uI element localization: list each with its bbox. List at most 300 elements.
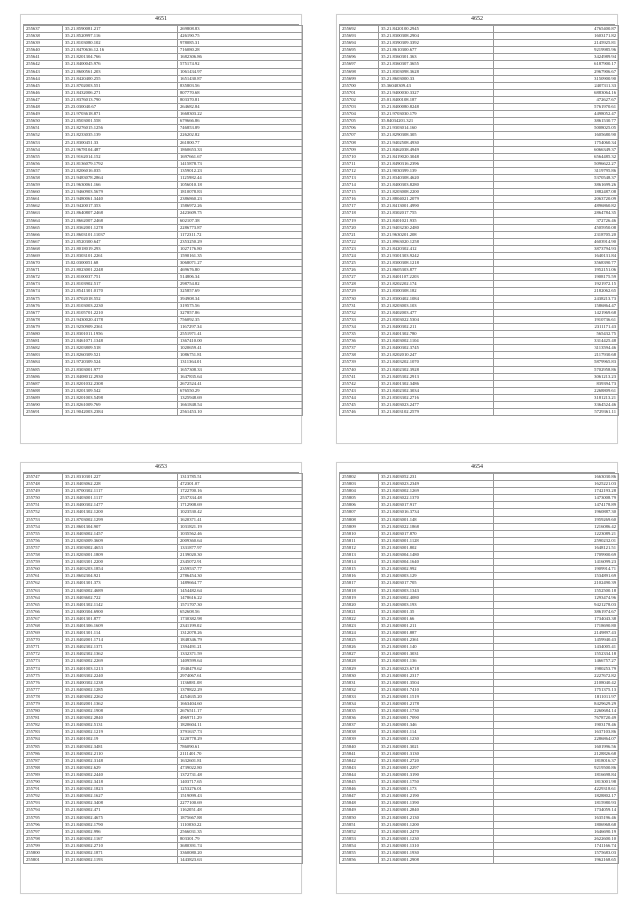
code-cell: 35.21.8201304.766	[63, 54, 178, 61]
row-id-cell: 255752	[24, 509, 63, 516]
value-cell: 1646690.19	[494, 828, 619, 835]
row-id-cell: 255838	[340, 729, 379, 736]
value-cell: 1908175.59	[494, 274, 619, 281]
code-cell: 35.21.8403002.1627	[63, 793, 178, 800]
page-title: 4653	[23, 463, 299, 473]
code-cell: 35.21.8301011.1956	[63, 331, 178, 338]
table-row	[24, 75, 303, 82]
row-id-cell: 255762	[24, 580, 63, 587]
code-cell: 35.21.8302017.755	[379, 210, 494, 217]
value-cell: 602107.38	[178, 217, 303, 224]
table-row	[340, 481, 619, 488]
row-id-cell: 255731	[340, 302, 379, 309]
code-cell: 35.21.8403002.4689	[63, 587, 178, 594]
row-id-cell: 255776	[24, 679, 63, 686]
value-cell: 1454482.64	[178, 587, 303, 594]
row-id-cell: 255656	[24, 160, 63, 167]
table-row	[24, 530, 303, 537]
table-row	[340, 40, 619, 47]
value-cell: 2145925.81	[494, 40, 619, 47]
code-cell: 35.21.9400030.3327	[379, 89, 494, 96]
table-row	[24, 26, 303, 33]
row-id-cell: 255824	[340, 630, 379, 637]
value-cell: 6066349.37	[494, 146, 619, 153]
code-cell: 35.21.8403001.2908	[379, 857, 494, 864]
table-row	[340, 338, 619, 345]
code-cell: 35.21.9678104.487	[63, 146, 178, 153]
code-cell: 35.21.9042003.2384	[63, 409, 178, 416]
row-id-cell: 255840	[340, 743, 379, 750]
value-cell: 1734043.38	[494, 615, 619, 622]
code-cell: 35.21.8403001.2470	[379, 828, 494, 835]
value-cell: 2353250.29	[178, 238, 303, 245]
value-cell: 426190.75	[178, 33, 303, 40]
row-id-cell: 255795	[24, 814, 63, 821]
value-cell: 3568390.77	[494, 260, 619, 267]
value-cell: 1810078.83	[178, 189, 303, 196]
code-cell: 35.21.8403002.1285	[63, 686, 178, 693]
table-row	[340, 132, 619, 139]
code-cell: 35.21.8403002.2110	[63, 750, 178, 757]
code-cell: 35.84034201.321	[379, 118, 494, 125]
code-cell: 35.21.8403002.4675	[63, 814, 178, 821]
value-cell: 1552334.18	[494, 651, 619, 658]
value-cell: 1519099.43	[178, 793, 303, 800]
code-cell: 35.21.8360307.3655	[379, 61, 494, 68]
code-cell: 35.21.8403302.2240	[63, 672, 178, 679]
code-cell: 35.21.8400303.8280	[379, 182, 494, 189]
table-row	[24, 54, 303, 61]
code-cell: 35.21.8400302.211	[379, 323, 494, 330]
row-id-cell: 255743	[340, 387, 379, 394]
table-row	[340, 125, 619, 132]
value-cell: 3061213.23	[494, 373, 619, 380]
row-id-cell: 255685	[24, 366, 63, 373]
row-id-cell: 255666	[24, 231, 63, 238]
table-row	[340, 167, 619, 174]
table-row	[24, 842, 303, 849]
value-cell: 1741166.74	[494, 842, 619, 849]
row-id-cell: 255852	[340, 828, 379, 835]
row-id-cell: 255711	[340, 160, 379, 167]
row-id-cell: 255706	[340, 125, 379, 132]
value-cell: 1416099.23	[494, 559, 619, 566]
code-cell: 35.21.8303098.3628	[379, 68, 494, 75]
table-row	[340, 502, 619, 509]
value-cell: 1590161.35	[178, 253, 303, 260]
row-id-cell: 255670	[24, 260, 63, 267]
table-row	[24, 167, 303, 174]
value-cell: 2268809.61	[494, 387, 619, 394]
value-cell: 298754.82	[178, 281, 303, 288]
table-row	[340, 394, 619, 401]
code-cell: 35.21.8403002.629	[63, 764, 178, 771]
value-cell: 2551971.41	[178, 331, 303, 338]
code-cell: 35.36040309.43	[379, 82, 494, 89]
table-row	[340, 594, 619, 601]
row-id-cell: 255811	[340, 537, 379, 544]
table-row	[24, 672, 303, 679]
row-id-cell: 255721	[340, 231, 379, 238]
value-cell: 1828802.17	[494, 793, 619, 800]
row-id-cell: 255744	[340, 394, 379, 401]
table-row	[340, 196, 619, 203]
row-id-cell: 255693	[340, 33, 379, 40]
row-id-cell: 255798	[24, 835, 63, 842]
value-cell: 2423609.75	[178, 210, 303, 217]
table-row	[340, 693, 619, 700]
code-cell: 35.21.8403002.1871	[63, 849, 178, 856]
value-cell: 1216086.42	[494, 523, 619, 530]
code-cell: 35.21.8401306.1609	[63, 622, 178, 629]
table-row	[340, 316, 619, 323]
row-id-cell: 255694	[340, 40, 379, 47]
table-row	[340, 672, 619, 679]
code-cell: 35.21.8403023.6718	[379, 665, 494, 672]
table-row	[340, 615, 619, 622]
code-cell: 35.21.8403017.705	[379, 580, 494, 587]
code-cell: 35.21.8403001.136	[379, 658, 494, 665]
code-cell: 35.21.8362001.1278	[63, 224, 178, 231]
row-id-cell: 255835	[340, 708, 379, 715]
table-row	[340, 111, 619, 118]
table-row	[24, 708, 303, 715]
row-id-cell: 255817	[340, 580, 379, 587]
code-cell: 35.21.8300308.2904	[379, 33, 494, 40]
code-cell: 35.21.8420302.412	[379, 245, 494, 252]
value-cell: 1466757.27	[494, 658, 619, 665]
row-id-cell: 255664	[24, 217, 63, 224]
row-id-cell: 255704	[340, 111, 379, 118]
value-cell: 264682.84	[178, 104, 303, 111]
table-row	[24, 288, 303, 295]
code-cell: 35.21.9030399.139	[379, 167, 494, 174]
code-cell: 35.21.8201032.2308	[63, 380, 178, 387]
code-cell: 35.21.8400302.1238	[63, 679, 178, 686]
row-id-cell: 255801	[24, 857, 63, 864]
code-cell: 35.21.8376013.790	[63, 96, 178, 103]
table-row	[340, 786, 619, 793]
row-id-cell: 255787	[24, 757, 63, 764]
row-id-cell: 255771	[24, 644, 63, 651]
value-cell: 226202.82	[178, 132, 303, 139]
code-cell: 35.21.8403001.7090	[379, 715, 494, 722]
code-cell: 35.21.8023001.2248	[63, 267, 178, 274]
row-id-cell: 255788	[24, 764, 63, 771]
table-row	[340, 54, 619, 61]
table-row	[24, 587, 303, 594]
value-cell: 1035562.46	[178, 530, 303, 537]
code-cell: 35.21.8419020.3048	[379, 153, 494, 160]
code-cell: 35.21.8420400.255	[63, 75, 178, 82]
value-cell: 1459940.43	[494, 637, 619, 644]
value-cell: 514806.34	[178, 274, 303, 281]
row-id-cell: 255696	[340, 54, 379, 61]
value-cell: 1980253.79	[494, 665, 619, 672]
code-cell: 35.21.9720309.524	[63, 359, 178, 366]
value-cell: 1734059.14	[494, 807, 619, 814]
code-cell: 35.21.8403001.887	[379, 630, 494, 637]
value-cell: 1110030.22	[178, 821, 303, 828]
row-id-cell: 255692	[340, 26, 379, 33]
table-row	[24, 196, 303, 203]
code-cell: 35.21.8503001.558	[63, 118, 178, 125]
row-id-cell: 255759	[24, 559, 63, 566]
row-id-cell: 255658	[24, 174, 63, 181]
value-cell: 319575.56	[178, 302, 303, 309]
row-id-cell: 255814	[340, 559, 379, 566]
table-row	[24, 594, 303, 601]
row-id-cell: 255820	[340, 601, 379, 608]
code-cell: 35.21.8403001.1730	[379, 708, 494, 715]
row-id-cell: 255741	[340, 373, 379, 380]
code-cell: 35.21.8403001.2190	[379, 793, 494, 800]
value-cell: 4896860.82	[494, 203, 619, 210]
code-cell: 35.21.8403002.1457	[63, 530, 178, 537]
value-cell: 1712908.69	[178, 502, 303, 509]
code-cell: 35.21.8203009.3609	[63, 537, 178, 544]
value-cell: 1136881.08	[178, 679, 303, 686]
row-id-cell: 255687	[24, 380, 63, 387]
code-cell: 35.21.8403062.228	[63, 481, 178, 488]
code-cell: 35.21.8103080.102	[63, 40, 178, 47]
code-cell: 35.21.8403001.346	[379, 722, 494, 729]
table-row	[340, 260, 619, 267]
code-cell: 35.21.8401107.2203	[379, 274, 494, 281]
table-row	[340, 587, 619, 594]
row-id-cell: 255808	[340, 516, 379, 523]
row-id-cell: 255734	[340, 323, 379, 330]
table-row	[24, 615, 303, 622]
row-id-cell: 255767	[24, 615, 63, 622]
value-cell: 1575683.03	[494, 849, 619, 856]
row-id-cell: 255700	[340, 82, 379, 89]
row-id-cell: 255665	[24, 224, 63, 231]
code-cell: 35.21.8403001.2178	[379, 701, 494, 708]
table-row	[340, 26, 619, 33]
row-id-cell: 255690	[24, 401, 63, 408]
value-cell: 2974067.61	[178, 672, 303, 679]
code-cell: 35.21.8403102.2579	[379, 409, 494, 416]
data-table	[339, 473, 619, 864]
row-id-cell: 255829	[340, 665, 379, 672]
table-row	[24, 274, 303, 281]
row-id-cell: 255774	[24, 665, 63, 672]
code-cell: 35.21.9403230.2480	[379, 224, 494, 231]
code-cell: 35.21.8403001.2361	[379, 637, 494, 644]
value-cell: 1815980.93	[494, 800, 619, 807]
code-cell: 35.21.9703030.179	[379, 111, 494, 118]
row-id-cell: 255748	[24, 481, 63, 488]
row-id-cell: 255815	[340, 566, 379, 573]
table-row	[340, 495, 619, 502]
value-cell: 1816698.84	[494, 771, 619, 778]
table-row	[24, 537, 303, 544]
table-row	[340, 160, 619, 167]
value-cell: 4603914.90	[494, 238, 619, 245]
value-cell: 1223089.21	[494, 530, 619, 537]
table-row	[24, 118, 303, 125]
table-row	[340, 104, 619, 111]
value-cell: 1962168.65	[494, 857, 619, 864]
value-cell: 1394491.21	[178, 644, 303, 651]
value-cell: 2128826.68	[494, 750, 619, 757]
row-id-cell: 255678	[24, 316, 63, 323]
code-cell: 35.21.9483078.2864	[63, 174, 178, 181]
row-id-cell: 255649	[24, 111, 63, 118]
code-cell: 35.21.8400302.1477	[63, 502, 178, 509]
table-row	[340, 345, 619, 352]
row-id-cell: 255643	[24, 68, 63, 75]
table-row	[340, 566, 619, 573]
value-cell: 469676.80	[178, 267, 303, 274]
value-cell: 1434005.41	[494, 644, 619, 651]
table-row	[340, 523, 619, 530]
value-cell: 1682306.86	[178, 54, 303, 61]
code-cell: 35.21.8100037.751	[63, 274, 178, 281]
table-row	[340, 580, 619, 587]
row-id-cell: 255703	[340, 104, 379, 111]
value-cell: 1661848.54	[178, 401, 303, 408]
table-row	[24, 352, 303, 359]
row-id-cell: 255719	[340, 217, 379, 224]
value-cell: 1253276.01	[178, 786, 303, 793]
table-row	[340, 644, 619, 651]
value-cell: 2318705.20	[494, 231, 619, 238]
value-cell: 1312078.26	[178, 630, 303, 637]
value-cell: 2359537.77	[178, 566, 303, 573]
row-id-cell: 255831	[340, 679, 379, 686]
code-cell: 35.21.8601304.907	[63, 523, 178, 530]
table-row	[340, 573, 619, 580]
row-id-cell: 255772	[24, 651, 63, 658]
table-row	[24, 146, 303, 153]
code-cell: 35.21.8413001.4990	[379, 203, 494, 210]
row-id-cell: 255813	[340, 552, 379, 559]
value-cell: 1443823.63	[178, 857, 303, 864]
code-cell: 35.21.8590081.217	[63, 26, 178, 33]
code-cell: 35.21.8403002.3148	[63, 757, 178, 764]
table-row	[340, 33, 619, 40]
table-row	[340, 729, 619, 736]
page-4652	[336, 14, 618, 444]
table-row	[340, 630, 619, 637]
table-row	[24, 231, 303, 238]
value-cell: 3150900.90	[494, 75, 619, 82]
value-cell: 1372731.48	[178, 771, 303, 778]
code-cell: 35.21.8400080.8248	[379, 104, 494, 111]
table-row	[340, 224, 619, 231]
row-id-cell: 255810	[340, 530, 379, 537]
row-id-cell: 255723	[340, 245, 379, 252]
row-id-cell: 255761	[24, 573, 63, 580]
table-row	[340, 387, 619, 394]
table-row	[340, 701, 619, 708]
code-cell: 35.21.8403001.66	[379, 615, 494, 622]
row-id-cell: 255714	[340, 182, 379, 189]
code-cell: 35.21.8405302.2913	[379, 373, 494, 380]
code-cell: 35.21.8303001.977	[63, 366, 178, 373]
row-id-cell: 255642	[24, 61, 63, 68]
row-id-cell: 255720	[340, 224, 379, 231]
value-cell: 1409599.64	[178, 658, 303, 665]
table-row	[340, 651, 619, 658]
table-row	[340, 658, 619, 665]
table-row	[340, 323, 619, 330]
table-row	[24, 509, 303, 516]
row-id-cell: 255818	[340, 587, 379, 594]
row-id-cell: 255828	[340, 658, 379, 665]
code-cell: 35.21.8402001.1362	[63, 701, 178, 708]
code-cell: 35.21.9303014.160	[379, 125, 494, 132]
row-id-cell: 255816	[340, 573, 379, 580]
value-cell: 1020659.41	[178, 345, 303, 352]
code-cell: 35.21.8401301.114	[63, 630, 178, 637]
value-cell: 1647835.64	[178, 373, 303, 380]
row-id-cell: 255722	[340, 238, 379, 245]
table-row	[340, 253, 619, 260]
table-row	[24, 559, 303, 566]
value-cell: 1751375.13	[494, 686, 619, 693]
code-cell: 35.21.8403001.2130	[379, 814, 494, 821]
code-cell: 35.21.8600561.203	[63, 68, 178, 75]
code-cell: 35.21.8403001.1390	[379, 800, 494, 807]
code-cell: 35.21.8403004.1480	[379, 552, 494, 559]
row-id-cell: 255682	[24, 345, 63, 352]
table-row	[340, 715, 619, 722]
code-cell: 35.21.8804021.2079	[379, 196, 494, 203]
table-row	[340, 807, 619, 814]
row-id-cell: 255841	[340, 750, 379, 757]
row-id-cell: 255695	[340, 47, 379, 54]
row-id-cell: 255843	[340, 764, 379, 771]
code-cell: 35.21.8703002.1299	[63, 516, 178, 523]
value-cell: 1474178.89	[494, 502, 619, 509]
value-cell: 1478616.22	[178, 594, 303, 601]
row-id-cell: 255639	[24, 40, 63, 47]
code-cell: 35.21.8403002.1167	[63, 835, 178, 842]
value-cell: 1754060.34	[494, 139, 619, 146]
code-cell: 35.21.8403002.2840	[63, 715, 178, 722]
table-row	[340, 793, 619, 800]
table-row	[24, 217, 303, 224]
row-id-cell: 255770	[24, 637, 63, 644]
table-row	[24, 47, 303, 54]
row-id-cell: 255686	[24, 373, 63, 380]
code-cell: 35.21.8403001.7410	[379, 686, 494, 693]
value-cell: 2590232.01	[494, 537, 619, 544]
row-id-cell: 255727	[340, 274, 379, 281]
value-cell: 1635196.46	[494, 814, 619, 821]
code-cell: 35.21.8203003.103	[379, 302, 494, 309]
value-cell: 3861530.77	[494, 118, 619, 125]
row-id-cell: 255794	[24, 807, 63, 814]
value-cell: 1632601.81	[178, 757, 303, 764]
table-row	[24, 495, 303, 502]
value-cell: 1061434.97	[178, 68, 303, 75]
row-id-cell: 255730	[340, 295, 379, 302]
table-row	[24, 409, 303, 416]
row-id-cell: 255765	[24, 601, 63, 608]
table-row	[24, 544, 303, 551]
row-id-cell: 255753	[24, 516, 63, 523]
value-cell: 1663030.86	[494, 474, 619, 481]
code-cell: 35.21.8403002.996	[63, 828, 178, 835]
value-cell: 269808.83	[178, 26, 303, 33]
code-cell: 15.02.0300051.68	[63, 260, 178, 267]
table-row	[24, 189, 303, 196]
code-cell: 35.21.9162014.152	[63, 153, 178, 160]
